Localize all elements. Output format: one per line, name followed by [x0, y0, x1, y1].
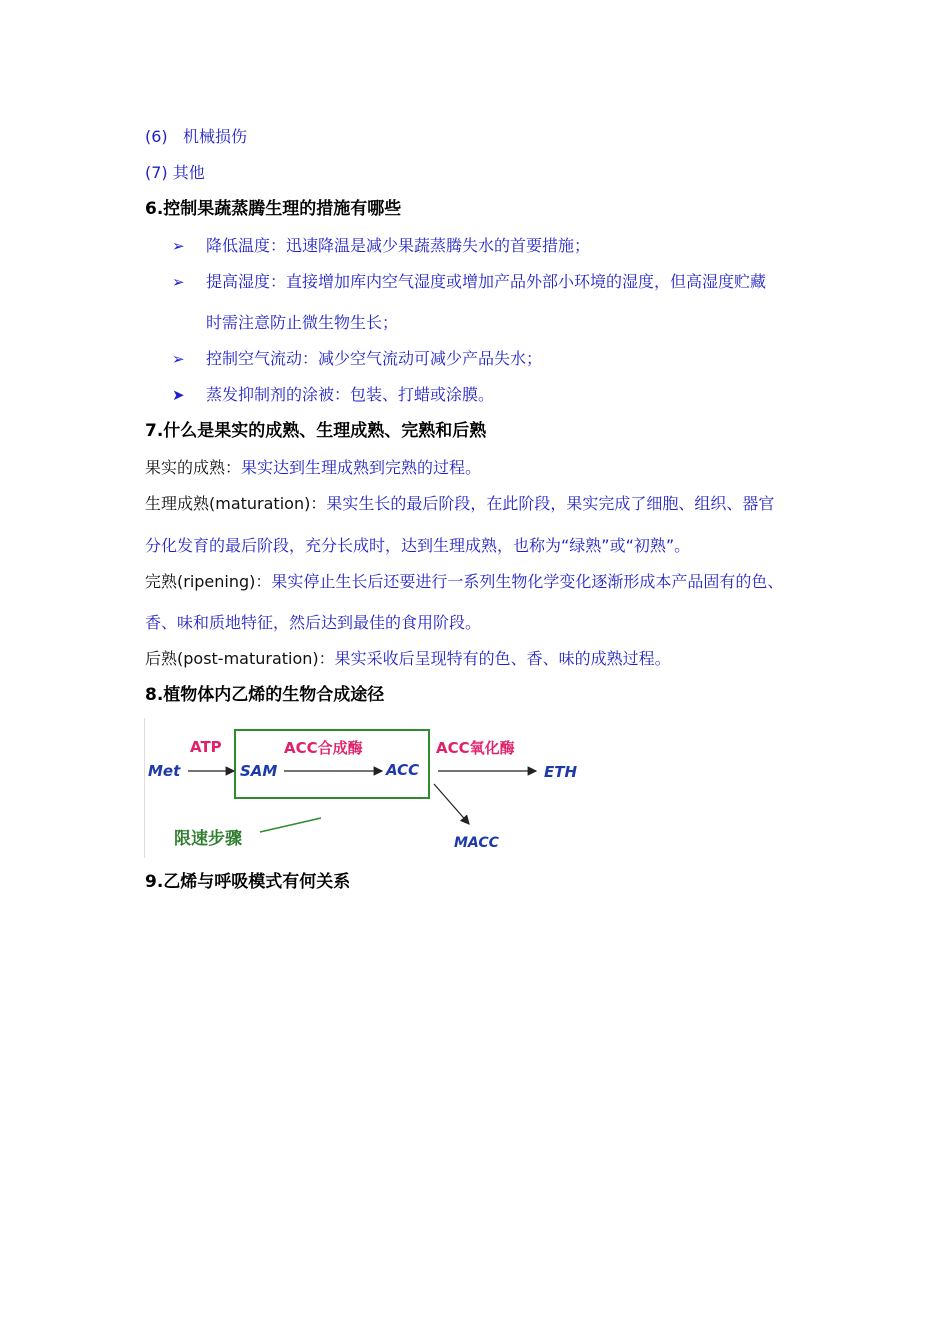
section-heading-8: 8.植物体内乙烯的生物合成途径	[145, 685, 385, 705]
bullet-text: 蒸发抑制剂的涂被：包装、打蜡或涂膜。	[206, 385, 495, 404]
bullet-item	[172, 236, 590, 256]
arrow-acc-macc	[434, 784, 469, 824]
met-label: Met	[148, 762, 181, 780]
definition-term: 后熟(post-maturation)：	[145, 649, 335, 668]
section-heading-7: 7.什么是果实的成熟、生理成熟、完熟和后熟	[145, 421, 487, 441]
definition-text: 果实停止生长后还要进行一系列生物化学变化逐渐形成本产品固有的色、	[271, 572, 784, 591]
definition-term: 生理成熟(maturation)：	[145, 494, 327, 513]
ethylene-biosynthesis-diagram	[144, 718, 594, 858]
item-text: 其他	[172, 163, 205, 182]
item-text: 机械损伤	[182, 127, 247, 146]
bullet-text: 控制空气流动：减少空气流动可减少产品失水；	[206, 349, 543, 368]
section-heading-9: 9.乙烯与呼吸模式有何关系	[145, 872, 351, 892]
section-heading-6: 6.控制果蔬蒸腾生理的措施有哪些	[145, 199, 402, 219]
bullet-item	[172, 385, 494, 405]
arrow-bullet-icon: ➤	[172, 386, 185, 404]
bullet-text-continued: 时需注意防止微生物生长；	[206, 313, 399, 332]
definition	[145, 572, 783, 592]
arrow-bullet-icon: ➢	[172, 237, 185, 255]
definition-term: 果实的成熟：	[145, 458, 242, 477]
definition-text: 果实采收后呈现特有的色、香、味的成熟过程。	[334, 649, 671, 668]
item-number: (7)	[145, 163, 168, 182]
bullet-item	[172, 272, 766, 292]
definition-text: 果实生长的最后阶段，在此阶段，果实完成了细胞、组织、器官	[326, 494, 775, 513]
definition-text-continued: 分化发育的最后阶段，充分长成时，达到生理成熟，也称为“绿熟”或“初熟”。	[145, 536, 691, 555]
arrow-bullet-icon: ➢	[172, 273, 185, 291]
bullet-text: 降低温度：迅速降温是减少果蔬蒸腾失水的首要措施；	[206, 236, 591, 255]
bullet-text: 提高湿度：直接增加库内空气湿度或增加产品外部小环境的湿度，但高湿度贮藏	[206, 272, 767, 291]
atp-label: ATP	[190, 738, 222, 756]
sam-label: SAM	[240, 762, 278, 780]
definition-term: 完熟(ripening)：	[145, 572, 272, 591]
acc-oxidase-label: ACC氧化酶	[436, 739, 515, 757]
item-number: (6)	[145, 127, 168, 146]
arrow-bullet-icon: ➢	[172, 350, 185, 368]
definition	[145, 649, 671, 669]
macc-label: MACC	[454, 835, 499, 851]
list-item	[145, 163, 205, 183]
bullet-item	[172, 349, 542, 369]
acc-label: ACC	[386, 761, 420, 779]
definition	[145, 494, 774, 514]
list-item	[145, 127, 247, 147]
rate-limiting-pointer	[260, 818, 321, 832]
definition	[145, 458, 481, 478]
eth-label: ETH	[544, 763, 578, 781]
acc-synthase-label: ACC合成酶	[284, 739, 363, 757]
definition-text: 果实达到生理成熟到完熟的过程。	[241, 458, 482, 477]
definition-text-continued: 香、味和质地特征，然后达到最佳的食用阶段。	[145, 613, 482, 632]
rate-limiting-note: 限速步骤	[174, 829, 242, 849]
